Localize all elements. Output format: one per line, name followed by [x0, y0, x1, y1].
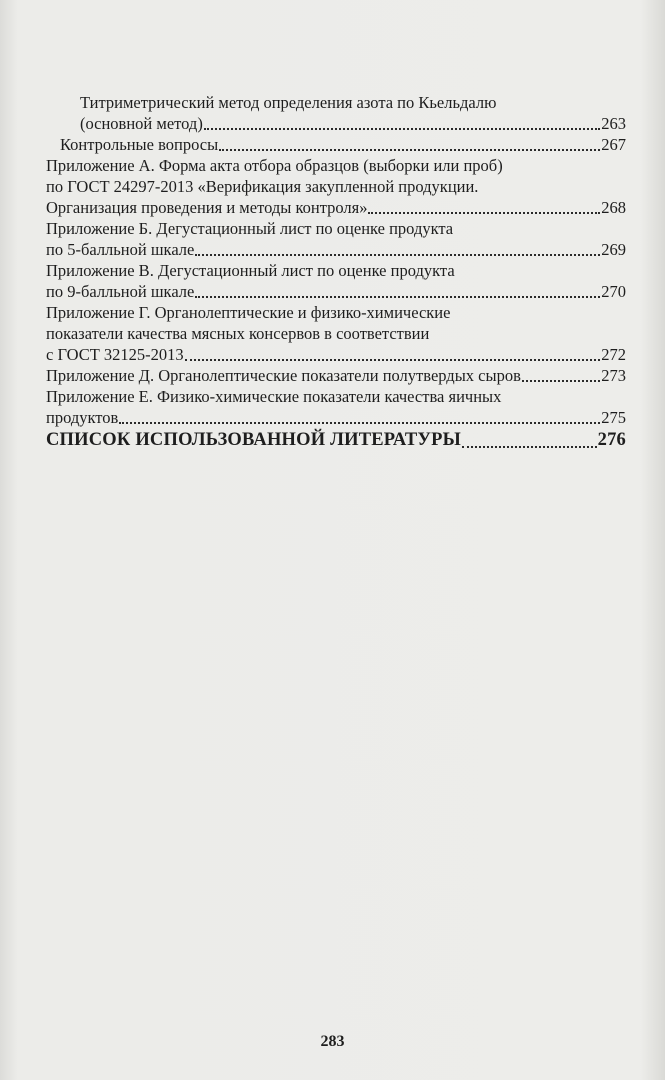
toc-page-number: 270 [601, 282, 626, 301]
toc-entry-last-line [46, 407, 626, 428]
toc-entry-last-line [60, 134, 626, 155]
toc-entry-last-line [46, 344, 626, 365]
toc-line: СПИСОК ИСПОЛЬЗОВАННОЙ ЛИТЕРАТУРЫ [46, 430, 462, 450]
toc-entry-last-line [46, 365, 626, 386]
toc-page-number: 273 [601, 366, 626, 385]
toc-entry [46, 428, 626, 452]
toc-entry [46, 260, 626, 302]
dot-leader [368, 212, 600, 214]
toc-line: Контрольные вопросы [60, 135, 219, 154]
table-of-contents [46, 92, 626, 452]
toc-entry-last-line [46, 197, 626, 218]
dot-leader [195, 254, 600, 256]
toc-line: Организация проведения и методы контроля» [46, 198, 368, 217]
dot-leader [204, 128, 600, 130]
toc-entry-last-line [46, 239, 626, 260]
toc-entry [46, 365, 626, 386]
dot-leader [119, 422, 600, 424]
toc-line: по ГОСТ 24297-2013 «Верификация закупленной продукции. [46, 177, 479, 196]
toc-line: Приложение Г. Органолептические и физико-химические [46, 303, 451, 322]
dot-leader [219, 149, 600, 151]
toc-page-number: 267 [601, 135, 626, 154]
dot-leader [522, 380, 600, 382]
toc-entry [46, 134, 626, 155]
toc-page-number: 276 [597, 430, 626, 450]
toc-line: Приложение Д. Органолептические показатели полутвердых сыров [46, 366, 521, 385]
toc-page-number: 275 [601, 408, 626, 427]
toc-line: Приложение Е. Физико-химические показатели качества яичных [46, 387, 502, 406]
toc-page-number: 263 [601, 114, 626, 133]
toc-entry-last-line [46, 281, 626, 302]
toc-line: Приложение А. Форма акта отбора образцов (выборки или проб) [46, 156, 503, 175]
toc-page-number: 269 [601, 240, 626, 259]
toc-entry-last-line [46, 428, 626, 452]
toc-line: Приложение В. Дегустационный лист по оценке продукта [46, 261, 455, 280]
dot-leader [185, 359, 601, 361]
toc-entry [46, 386, 626, 428]
toc-page-number: 268 [601, 198, 626, 217]
toc-line: показатели качества мясных консервов в соответствии [46, 324, 430, 343]
toc-entry [46, 92, 626, 134]
toc-page-number: 272 [601, 345, 626, 364]
page-number: 283 [320, 1033, 345, 1050]
toc-entry-last-line [80, 113, 626, 134]
toc-line: продуктов [46, 408, 119, 427]
toc-line: Приложение Б. Дегустационный лист по оценке продукта [46, 219, 454, 238]
toc-line: с ГОСТ 32125-2013 [46, 345, 184, 364]
dot-leader [195, 296, 600, 298]
toc-line: Титриметрический метод определения азота по Кьельдалю [80, 93, 497, 112]
toc-entry [46, 218, 626, 260]
toc-line: по 9-балльной шкале [46, 282, 195, 301]
dot-leader [462, 446, 597, 448]
toc-entry [46, 302, 626, 365]
toc-line: по 5-балльной шкале [46, 240, 195, 259]
toc-line: (основной метод) [80, 114, 203, 133]
toc-entry [46, 155, 626, 218]
